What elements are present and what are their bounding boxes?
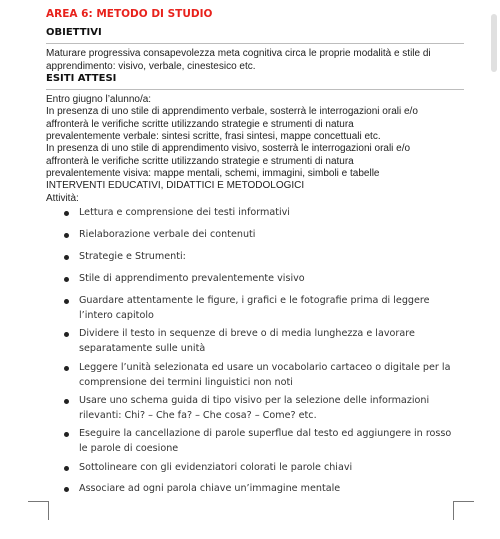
bullet-icon — [64, 255, 69, 260]
bullet-icon — [64, 233, 69, 238]
crop-mark-right — [453, 501, 474, 520]
attivita-label: Attività: — [46, 192, 79, 204]
section-divider — [46, 89, 464, 90]
bullet-icon — [64, 366, 69, 371]
crop-mark-left — [28, 501, 49, 520]
scrollbar[interactable] — [491, 14, 497, 72]
bullet-icon — [64, 277, 69, 282]
bullet-icon — [64, 211, 69, 216]
section-divider — [46, 43, 464, 44]
esiti-heading: ESITI ATTESI — [46, 73, 117, 84]
esiti-line: prevalentemente verbale: sintesi scritte, frasi sintesi, mappe concettuali etc. — [46, 131, 381, 143]
obiettivi-text: Maturare progressiva consapevolezza meta cognitiva circa le proprie modalità e stile di apprendimento: visivo, verbale, cinestesico etc. — [46, 48, 431, 72]
esiti-line: affronterà le verifiche scritte utilizzando strategie e strumenti di natura — [46, 155, 354, 167]
esiti-line: prevalentemente visiva: mappe mentali, schemi, immagini, simboli e tabelle — [46, 168, 380, 180]
area-title: AREA 6: METODO DI STUDIO — [46, 8, 213, 20]
bullet-icon — [64, 299, 69, 304]
bullet-icon — [64, 466, 69, 471]
esiti-line: Entro giugno l’alunno/a: — [46, 94, 152, 105]
esiti-line: affronterà le verifiche scritte utilizzando strategie e strumenti di natura — [46, 118, 354, 130]
bullet-icon — [64, 399, 69, 404]
bullet-icon — [64, 432, 69, 437]
interventi-heading: INTERVENTI EDUCATIVI, DIDATTICI E METODOLOGICI — [46, 180, 305, 192]
esiti-body — [46, 94, 486, 205]
bullet-icon — [64, 487, 69, 492]
esiti-line: In presenza di uno stile di apprendimento verbale, sosterrà le interrogazioni orali e/o — [46, 106, 418, 118]
esiti-line: In presenza di uno stile di apprendimento visivo, sosterrà le interrogazioni orali e/o — [46, 143, 411, 155]
bullet-icon — [64, 332, 69, 337]
obiettivi-heading: OBIETTIVI — [46, 27, 102, 38]
